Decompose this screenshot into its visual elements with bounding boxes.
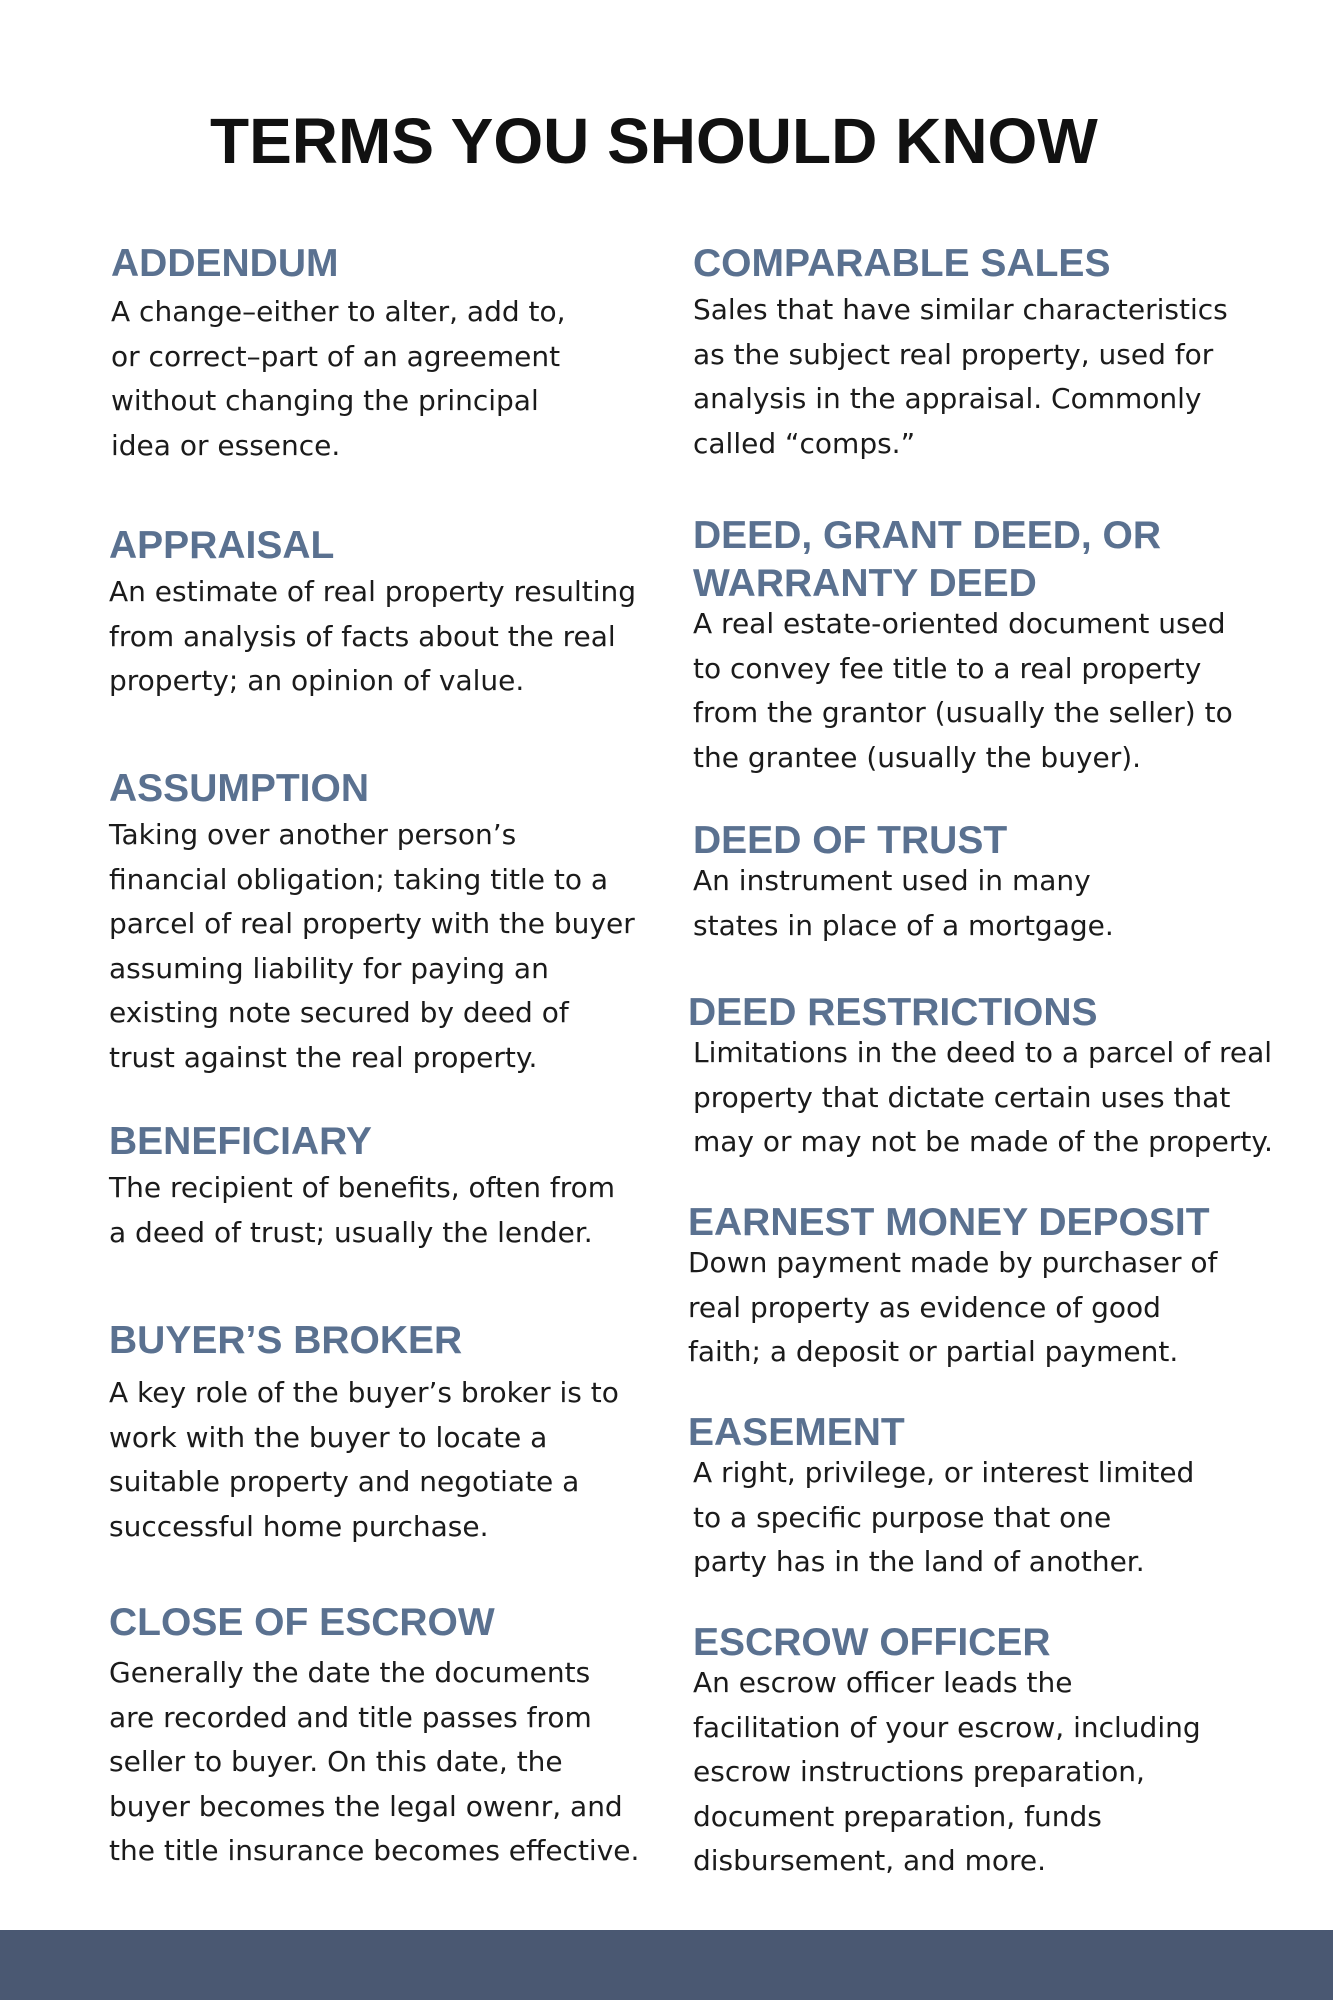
term-definition: An escrow officer leads the facilitation of your escrow, including escrow instructions preparation, document preparation, funds disbursement, and more. (693, 1666, 1201, 1878)
term-earnest-money-deposit (688, 1199, 1278, 1375)
term-addendum (111, 240, 651, 468)
term-definition: Generally the date the documents are recorded and title passes from seller to buyer. On this date, the buyer becomes the legal owenr, and the title insurance becomes effective. (109, 1656, 640, 1868)
term-heading: ASSUMPTION (109, 767, 370, 810)
term-comparable-sales (693, 240, 1283, 466)
term-heading: BENEFICIARY (109, 1120, 372, 1163)
term-definition: A right, privilege, or interest limited to a specific purpose that one party has in the land of another. (693, 1456, 1195, 1579)
term-heading: APPRAISAL (109, 524, 335, 567)
term-deed-grant-warranty (693, 512, 1283, 780)
page-title: TERMS YOU SHOULD KNOW (210, 105, 1098, 177)
term-definition: A change–either to alter, add to, or correct–part of an agreement without changing the principal idea or essence. (111, 295, 566, 462)
term-easement (688, 1409, 1278, 1585)
term-definition: Taking over another person’s financial obligation; taking title to a parcel of real property with the buyer assuming liability for paying an existing note secured by deed of trust against the real property. (109, 818, 635, 1074)
term-definition: The recipient of benefits, often from a deed of trust; usually the lender. (109, 1171, 616, 1249)
term-heading: COMPARABLE SALES (693, 242, 1111, 285)
term-buyers-broker (109, 1317, 649, 1549)
term-appraisal (109, 522, 649, 704)
term-heading: ADDENDUM (111, 242, 339, 285)
term-heading: DEED RESTRICTIONS (688, 991, 1098, 1034)
term-close-of-escrow (109, 1599, 649, 1874)
term-definition: An estimate of real property resulting from analysis of facts about the real property; an opinion of value. (109, 575, 637, 698)
term-definition: Sales that have similar characteristics as the subject real property, used for analysis in the appraisal. Commonly called “comps.” (693, 293, 1228, 460)
term-assumption (109, 765, 649, 1081)
footer-bar (0, 1930, 1333, 2000)
term-heading: DEED, GRANT DEED, OR WARRANTY DEED (693, 514, 1162, 605)
term-definition: A key role of the buyer’s broker is to work with the buyer to locate a suitable property and negotiate a successful home purchase. (109, 1376, 619, 1543)
term-heading: CLOSE OF ESCROW (109, 1601, 495, 1644)
term-definition: An instrument used in many states in place of a mortgage. (693, 864, 1114, 942)
term-deed-restrictions (688, 989, 1278, 1165)
term-definition: A real estate-oriented document used to convey fee title to a real property from the grantor (usually the seller) to the grantee (usually the buyer). (693, 607, 1233, 774)
term-beneficiary (109, 1118, 649, 1255)
term-heading: DEED OF TRUST (693, 819, 1008, 862)
term-definition: Limitations in the deed to a parcel of real property that dictate certain uses that may or may not be made of the property. (693, 1036, 1273, 1159)
term-definition: Down payment made by purchaser of real property as evidence of good faith; a deposit or partial payment. (688, 1246, 1218, 1369)
term-heading: ESCROW OFFICER (693, 1621, 1051, 1664)
term-escrow-officer (693, 1619, 1283, 1884)
term-heading: EARNEST MONEY DEPOSIT (688, 1201, 1210, 1244)
term-heading: BUYER’S BROKER (109, 1319, 463, 1362)
term-deed-of-trust (693, 817, 1283, 948)
term-heading: EASEMENT (688, 1411, 905, 1454)
